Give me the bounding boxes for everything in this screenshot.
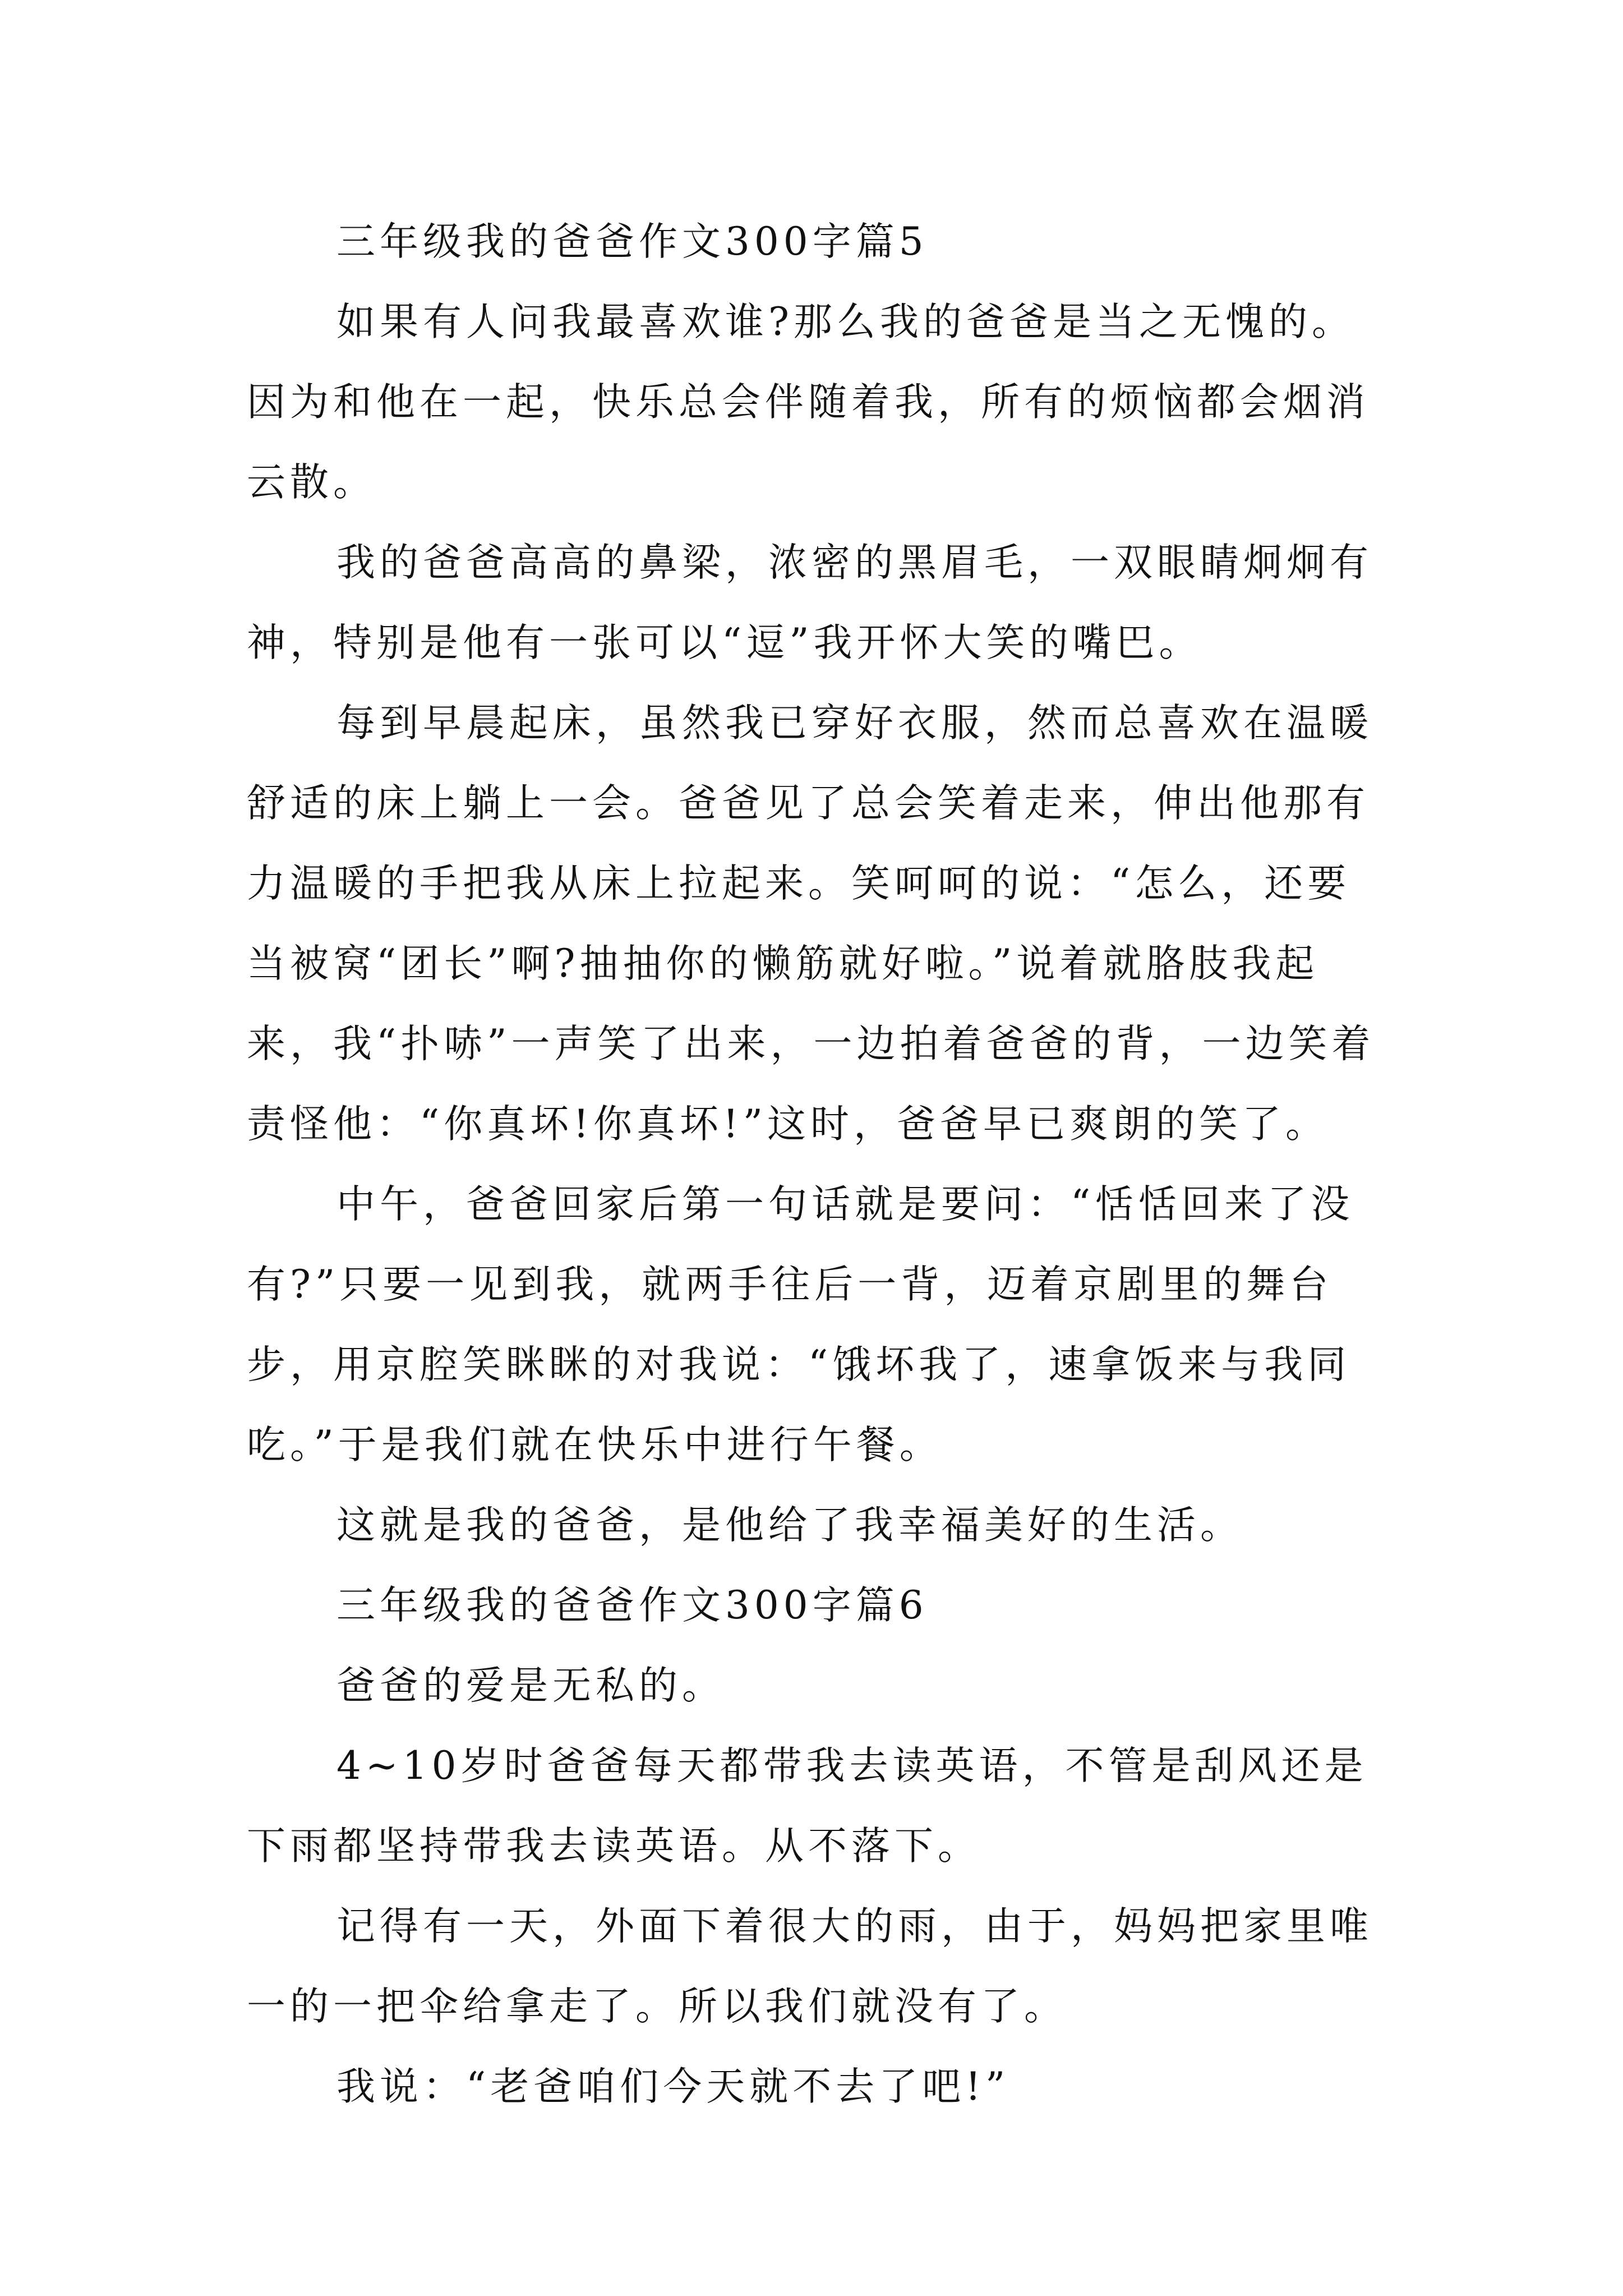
- paragraph: 4~10岁时爸爸每天都带我去读英语，不管是刮风还是下雨都坚持带我去读英语。从不落下。: [247, 1743, 1368, 1869]
- paragraph: 如果有人问我最喜欢谁?那么我的爸爸是当之无愧的。因为和他在一起，快乐总会伴随着我，所有的烦恼都会烟消云散。: [247, 300, 1370, 505]
- body-text: [247, 202, 1391, 2127]
- section-heading: 三年级我的爸爸作文300字篇6: [336, 1583, 928, 1628]
- paragraph: 我说：“老爸咱们今天就不去了吧!”: [336, 2064, 1010, 2109]
- paragraph: 中午，爸爸回家后第一句话就是要问：“恬恬回来了没有?”只要一见到我，就两手往后一背，迈着京剧里的舞台步，用京腔笑眯眯的对我说：“饿坏我了，速拿饭来与我同吃。”于是我们就在快乐中进行午餐。: [247, 1182, 1354, 1467]
- paragraph: 我的爸爸高高的鼻梁，浓密的黑眉毛，一双眼睛炯炯有神，特别是他有一张可以“逗”我开怀大笑的嘴巴。: [247, 540, 1373, 665]
- paragraph: 每到早晨起床，虽然我已穿好衣服，然而总喜欢在温暖舒适的床上躺上一会。爸爸见了总会笑着走来，伸出他那有力温暖的手把我从床上拉起来。笑呵呵的说：“怎么，还要当被窝“团长”啊?抽抽你的懒筋就好啦。”说着就胳肢我起来，我“扑哧”一声笑了出来，一边拍着爸爸的背，一边笑着责怪他：“你真坏!你真坏!”这时，爸爸早已爽朗的笑了。: [247, 701, 1375, 1147]
- paragraph: 这就是我的爸爸，是他给了我幸福美好的生活。: [336, 1503, 1243, 1548]
- section-heading: 三年级我的爸爸作文300字篇5: [336, 219, 928, 264]
- paragraph: 爸爸的爱是无私的。: [336, 1663, 725, 1708]
- paragraph: 记得有一天，外面下着很大的雨，由于，妈妈把家里唯一的一把伞给拿走了。所以我们就没有了。: [247, 1904, 1373, 2029]
